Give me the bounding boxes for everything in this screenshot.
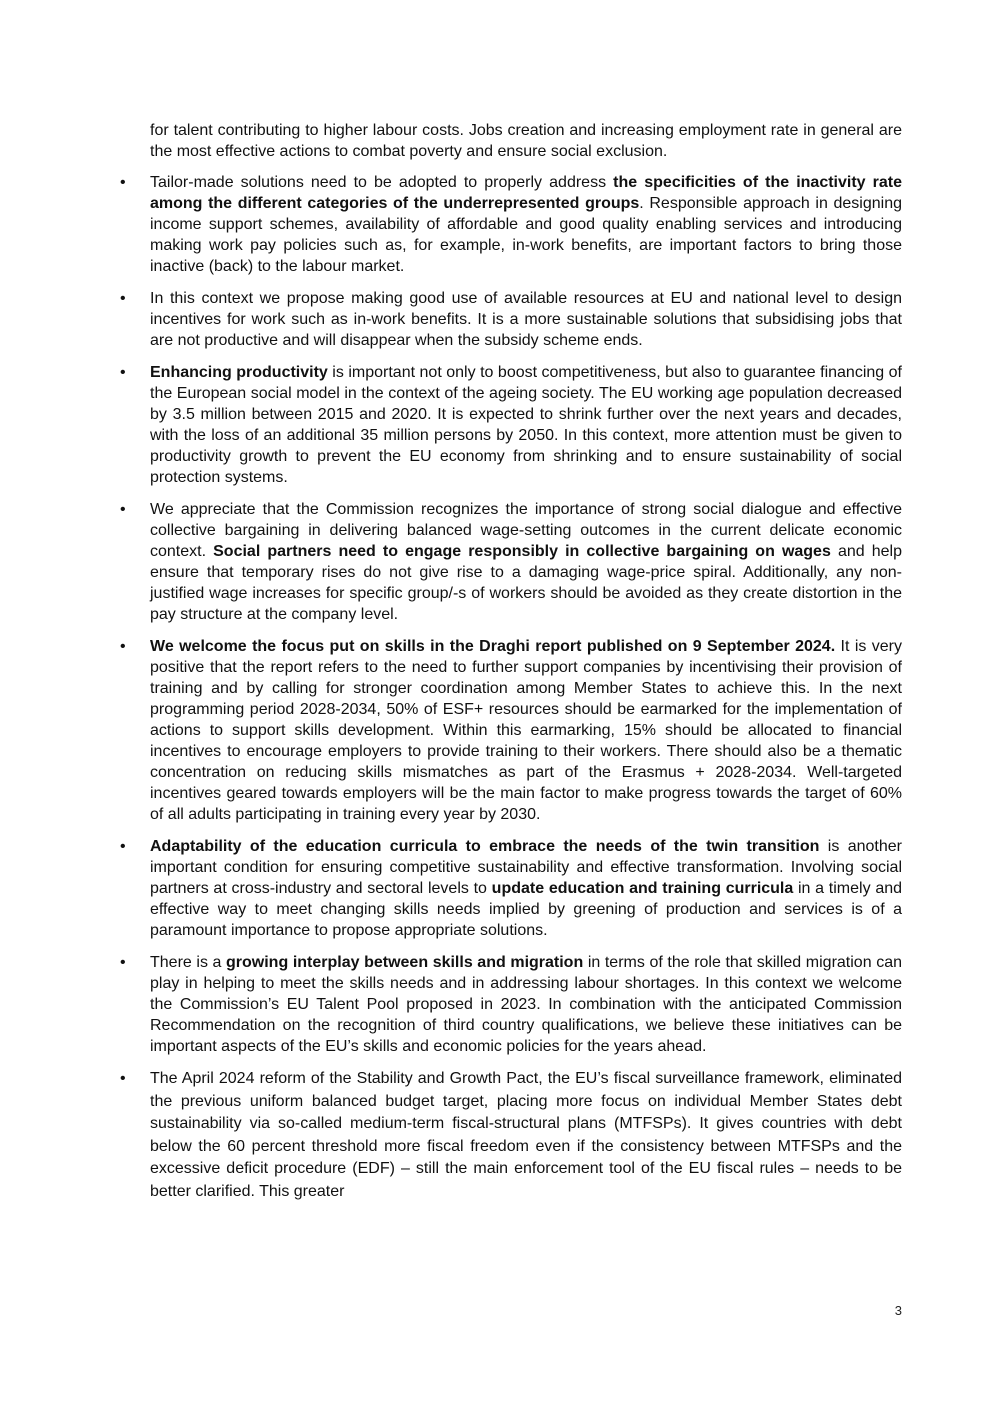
bullet-icon: • [120,501,126,518]
page-number: 3 [894,1303,902,1318]
bullet-text: The April 2024 reform of the Stability and Growth Pact, the EU’s fiscal surveillance framework, eliminated the previous uniform balanced budget target, placing more focus on individual Member States debt sustainability via so-called medium-term fiscal-structural plans (MTFSPs). It gives countries with debt below the 60 percent threshold more fiscal freedom even if the consistency between MTFSPs and the excessive deficit procedure (EDF) – still the main enforcement tool of the EU fiscal rules – needs to be better clarified. This greater [150,1070,902,1200]
bullet-icon: • [120,1070,126,1087]
bullet-item-1 [120,172,903,277]
bullet-text: Adaptability of the education curricula to embrace the needs of the twin transition is another important condition for ensuring competitive sustainability and effective transformation. Involving social partners at cross-industry and sectoral levels to update education and training curricula in a timely and effective way to meet changing skills needs implied by greening of production and services is of a paramount importance to propose appropriate solutions. [150,838,903,939]
bullet-item-7 [120,952,902,1057]
bullet-text: Tailor-made solutions need to be adopted to properly address the specificities of the inactivity rate among the different categories of the underrepresented groups. Responsible approach in designing income support schemes, availability of affordable and good quality enabling services and introducing making work pay policies such as, for example, in-work benefits, are important factors to bring those inactive (back) to the labour market. [150,174,903,275]
bullet-text: There is a growing interplay between skills and migration in terms of the role that skilled migration can play in helping to meet the skills needs and in addressing labour shortages. In this context we welcome the Commission’s EU Talent Pool proposed in 2023. In combination with the anticipated Commission Recommendation on the recognition of third country qualifications, we believe these initiatives can be important aspects of the EU’s skills and economic policies for the years ahead. [150,954,902,1055]
bullet-icon: • [120,638,126,655]
bullet-text: In this context we propose making good use of available resources at EU and national level to design incentives for work such as in-work benefits. It is a more sustainable solutions that subsidising jobs that are not productive and will disappear when the subsidy scheme ends. [150,290,902,349]
bullet-icon: • [120,290,126,307]
bullet-icon: • [120,838,126,855]
bullet-item-4 [120,499,902,625]
bullet-icon: • [120,364,126,381]
bullet-item-8 [120,1068,902,1203]
bullet-text: We appreciate that the Commission recognizes the importance of strong social dialogue and effective collective bargaining in delivering balanced wage-setting outcomes in the current delicate economic context. Social partners need to engage responsibly in collective bargaining on wages and help ensure that temporary rises do not give rise to a damaging wage-price spiral. Additionally, any non-justified wage increases for specific group/-s of workers should be avoided as they create distortion in the pay structure at the company level. [150,501,902,623]
bullet-text: We welcome the focus put on skills in the Draghi report published on 9 September 2024. It is very positive that the report refers to the need to further support companies by incentivising their provision of training and by calling for stronger coordination among Member States to achieve this. In the next programming period 2028-2034, 50% of ESF+ resources should be earmarked for the implementation of actions to support skills development. Within this earmarking, 15% should be allocated to financial incentives to encourage employers to provide training to their workers. There should also be a thematic concentration on reducing skills mismatches as part of the Erasmus + 2028-2034. Well-targeted incentives geared towards employers will be the main factor to make progress towards the target of 60% of all adults participating in training every year by 2030. [150,638,903,823]
bullet-text: Enhancing productivity is important not only to boost competitiveness, but also to guarantee financing of the European social model in the context of the ageing society. The EU working age population decreased by 3.5 million between 2015 and 2020. It is expected to shrink further over the next years and decades, with the loss of an additional 35 million persons by 2050. In this context, more attention must be given to productivity growth to prevent the EU economy from shrinking and to ensure sustainability of social protection systems. [150,364,902,486]
document-body [120,120,903,1214]
bullet-icon: • [120,954,126,971]
bullet-item-3 [120,362,902,488]
bullet-item-6 [120,836,903,941]
bullet-icon: • [120,174,126,191]
bullet-item-2 [120,288,902,351]
bullet-item-5 [120,636,903,825]
continuation-paragraph: for talent contributing to higher labour costs. Jobs creation and increasing employment rate in general are the most effective actions to combat poverty and ensure social exclusion. [150,122,902,160]
